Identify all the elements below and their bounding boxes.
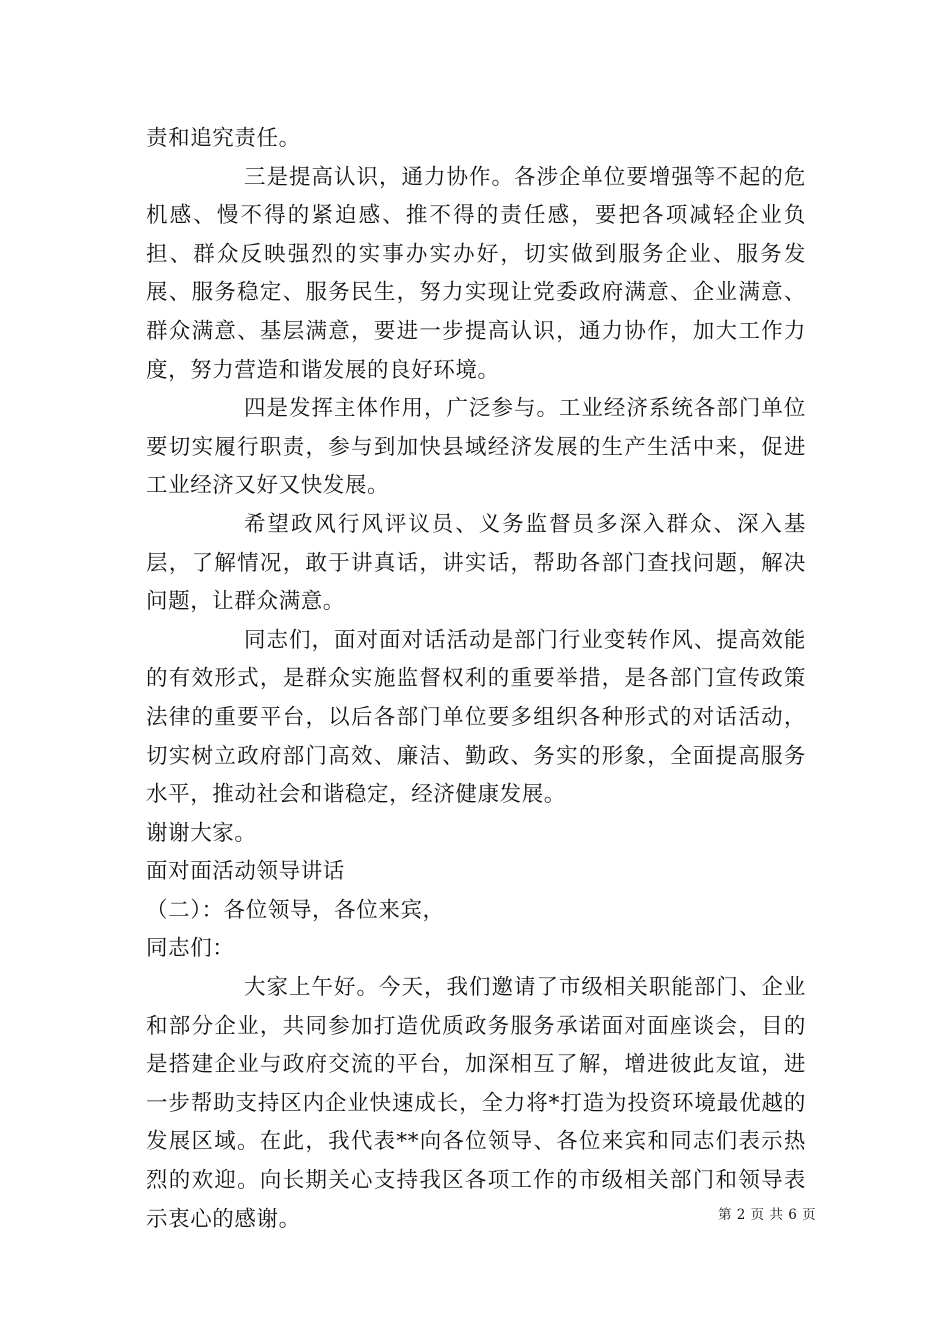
salutation-leaders: （二）：各位领导，各位来宾， bbox=[146, 897, 445, 923]
paragraph-point-four: 四是发挥主体作用，广泛参与。工业经济系统各部门单位要切实履行职责，参与到加快县域经济发展的生产生活中来，促进工业经济又好又快发展。 bbox=[146, 396, 806, 499]
salutation-comrades: 同志们： bbox=[146, 936, 235, 962]
section-title: 面对面活动领导讲话 bbox=[146, 859, 345, 885]
document-body bbox=[146, 120, 806, 1239]
paragraph-continuation: 责和追究责任。 bbox=[146, 126, 301, 151]
paragraph-point-three: 三是提高认识，通力协作。各涉企单位要增强等不起的危机感、慢不得的紧迫感、推不得的责任感，要把各项减轻企业负担、群众反映强烈的实事办实办好，切实做到服务企业、服务发展、服务稳定、服务民生，努力实现让党委政府满意、企业满意、群众满意、基层满意，要进一步提高认识，通力协作，加大工作力度，努力营造和谐发展的良好环境。 bbox=[146, 164, 806, 383]
paragraph-thanks: 谢谢大家。 bbox=[146, 820, 257, 846]
paragraph-hope: 希望政风行风评议员、义务监督员多深入群众、深入基层，了解情况，敢于讲真话，讲实话，帮助各部门查找问题，解决问题，让群众满意。 bbox=[146, 511, 806, 615]
page-number: 第 2 页 共 6 页 bbox=[718, 1207, 817, 1223]
paragraph-comrades: 同志们，面对面对话活动是部门行业变转作风、提高效能的有效形式，是群众实施监督权利的重要举措，是各部门宣传政策法律的重要平台，以后各部门单位要多组织各种形式的对话活动，切实树立政府部门高效、廉洁、勤政、务实的形象，全面提高服务水平，推动社会和谐稳定，经济健康发展。 bbox=[146, 627, 806, 808]
paragraph-opening: 大家上午好。今天，我们邀请了市级相关职能部门、企业和部分企业，共同参加打造优质政务服务承诺面对面座谈会，目的是搭建企业与政府交流的平台，加深相互了解，增进彼此友谊，进一步帮助支持区内企业快速成长，全力将*打造为投资环境最优越的发展区域。在此，我代表**向各位领导、各位来宾和同志们表示热烈的欢迎。向长期关心支持我区各项工作的市级相关部门和领导表示衷心的感谢。 bbox=[146, 975, 806, 1232]
